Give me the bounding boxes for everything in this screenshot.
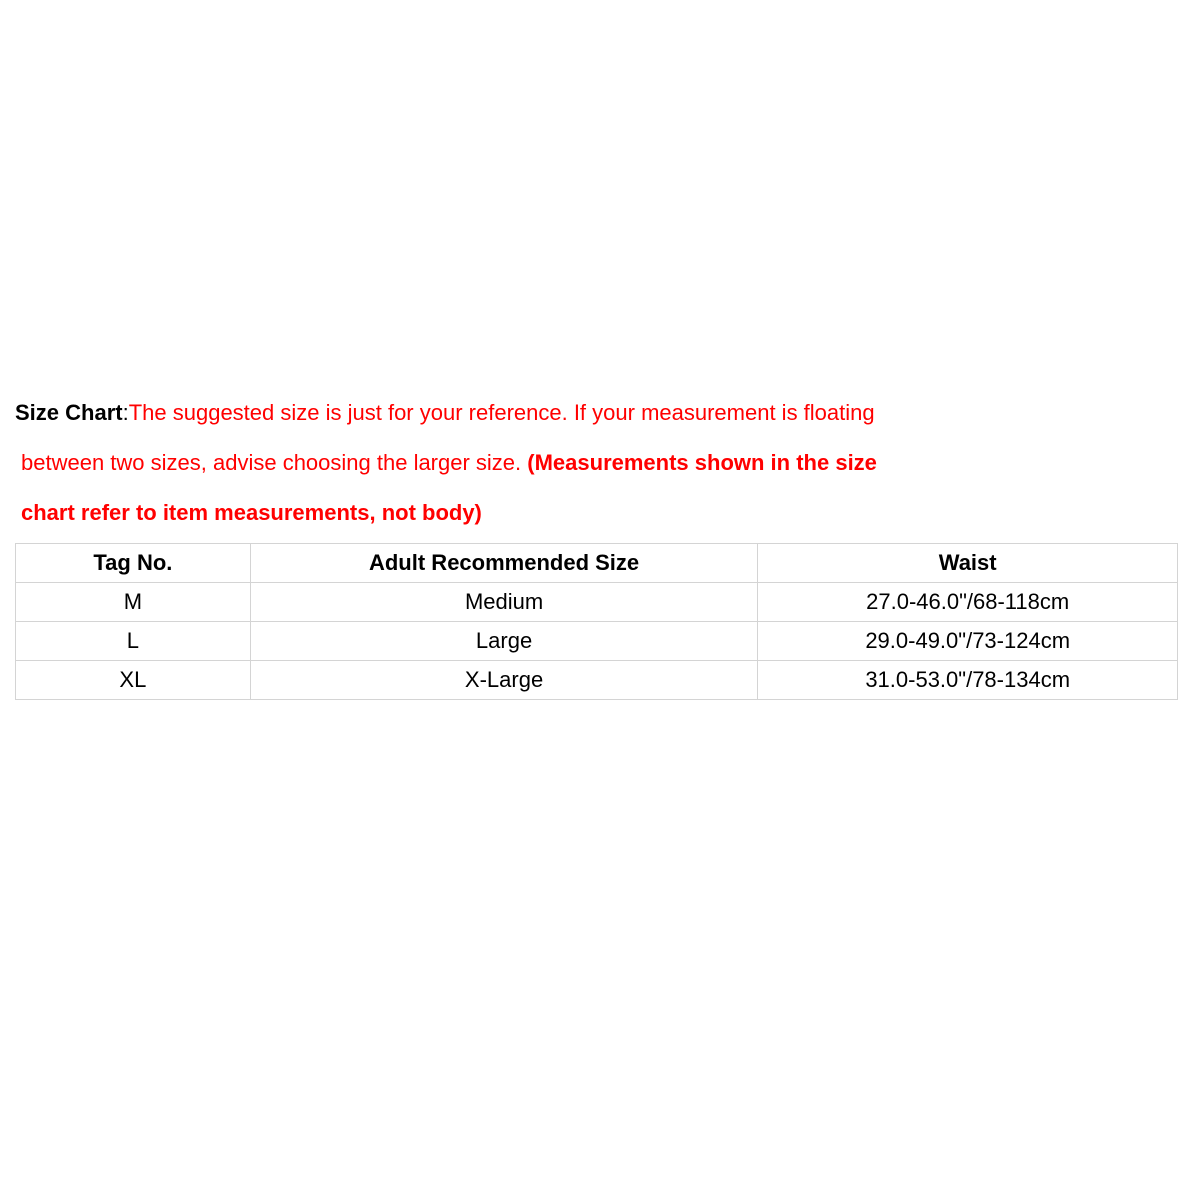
table-row	[16, 583, 1178, 622]
table-header-row	[16, 544, 1178, 583]
intro-line-1	[15, 388, 1015, 438]
intro-note-text: The suggested size is just for your reference. If your measurement is floating	[128, 400, 875, 425]
measurement-note-bold: (Measurements shown in the size	[527, 450, 877, 475]
table-row	[16, 661, 1178, 700]
cell-tag-no: M	[16, 583, 251, 622]
intro-note-text-2: between two sizes, advise choosing the larger size.	[21, 450, 528, 475]
intro-line-3	[15, 488, 1015, 538]
header-waist: Waist	[758, 544, 1178, 583]
size-chart-intro	[15, 388, 1015, 538]
intro-line-2	[15, 438, 1015, 488]
cell-adult-size: Medium	[250, 583, 758, 622]
cell-tag-no: XL	[16, 661, 251, 700]
header-tag-no: Tag No.	[16, 544, 251, 583]
cell-waist: 31.0-53.0"/78-134cm	[758, 661, 1178, 700]
table-row	[16, 622, 1178, 661]
cell-adult-size: X-Large	[250, 661, 758, 700]
size-table	[15, 543, 1178, 700]
cell-tag-no: L	[16, 622, 251, 661]
cell-adult-size: Large	[250, 622, 758, 661]
cell-waist: 29.0-49.0"/73-124cm	[758, 622, 1178, 661]
cell-waist: 27.0-46.0"/68-118cm	[758, 583, 1178, 622]
label-separator: :	[122, 400, 129, 425]
measurement-note-bold-2: chart refer to item measurements, not body)	[21, 500, 482, 525]
header-adult-size: Adult Recommended Size	[250, 544, 758, 583]
size-chart-label: Size Chart	[15, 400, 123, 425]
